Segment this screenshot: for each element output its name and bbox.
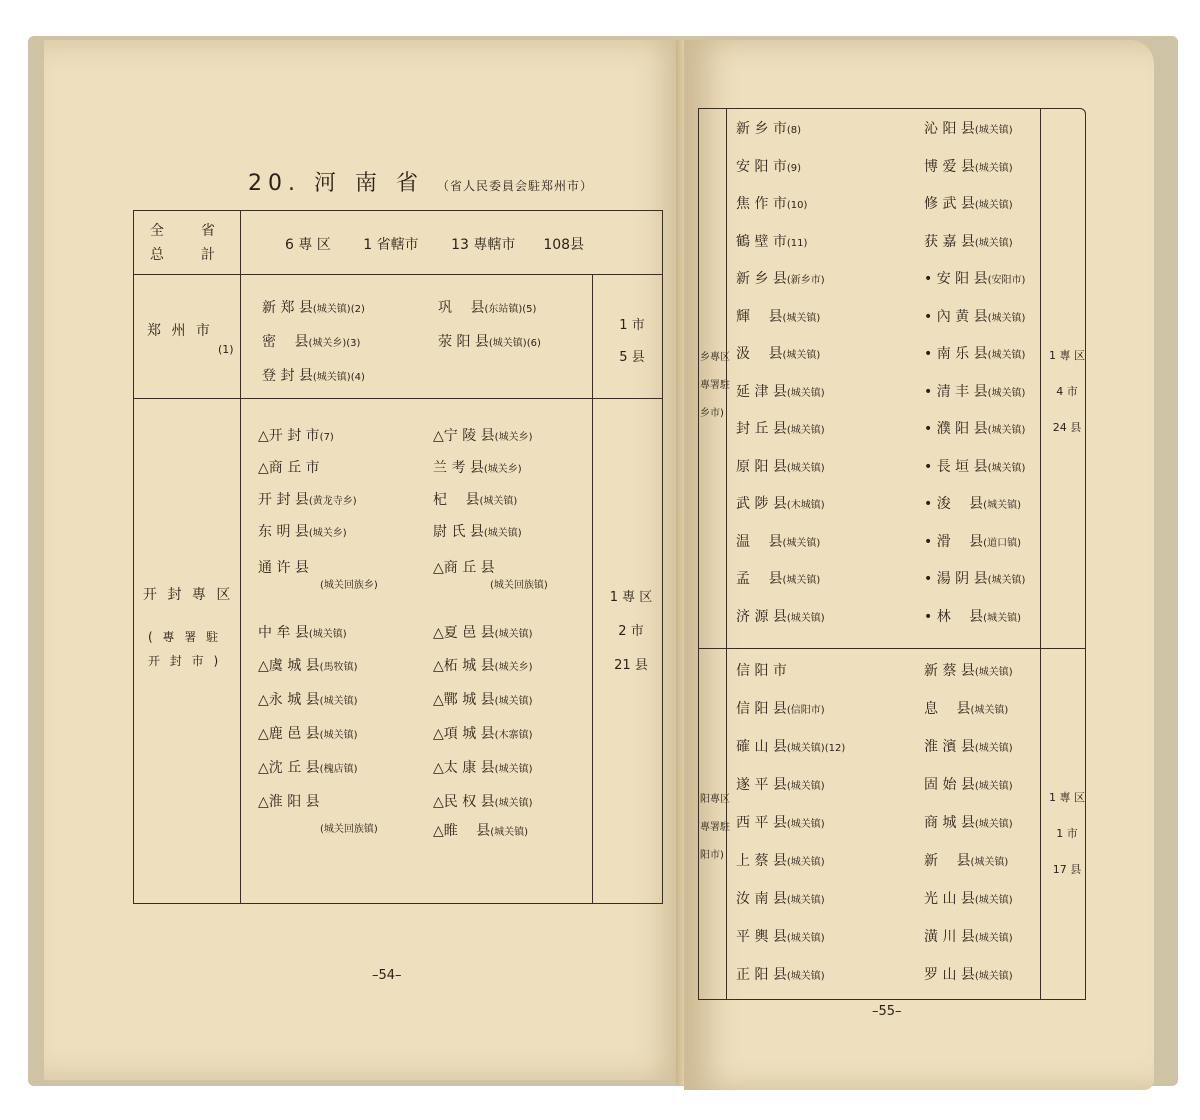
county-name: 光 山 县 — [924, 891, 975, 907]
county-seat: (城关镇) — [974, 667, 1013, 678]
zhengzhou-name: 郑 州 市 — [147, 323, 213, 339]
county-entry — [258, 457, 320, 477]
county-name: 通 许 县 — [258, 560, 309, 576]
county-seat: (城关乡) — [494, 432, 533, 443]
county-seat: (城关镇) — [974, 125, 1013, 136]
left-table-row-divider-2 — [133, 398, 663, 399]
county-name: 密 县 — [262, 334, 309, 350]
county-entry — [736, 850, 825, 870]
county-entry — [433, 820, 528, 840]
county-name: 固 始 县 — [924, 777, 975, 793]
zhengzhou-summary-1: 1 市 — [619, 318, 645, 333]
county-entry — [258, 489, 357, 509]
county-seat: (城关镇) — [786, 612, 825, 624]
county-entry — [258, 425, 334, 445]
county-entry — [736, 888, 825, 908]
county-seat: (城关镇)(12) — [786, 743, 846, 754]
county-entry — [924, 381, 1025, 401]
county-seat: (城关镇) — [987, 425, 1026, 436]
xinxiang-summary-2: 4 市 — [1056, 385, 1078, 398]
county-entry — [433, 791, 532, 811]
kaifeng-summary-2: 2 市 — [618, 624, 644, 639]
county-entry — [736, 306, 820, 326]
county-seat: (城关镇) — [987, 312, 1026, 324]
county-name: △永 城 县 — [258, 692, 320, 708]
county-seat: (城关镇) — [490, 827, 529, 838]
county-entry — [258, 689, 357, 709]
county-name: • 湯 阴 县 — [924, 571, 988, 587]
county-entry — [924, 268, 1025, 288]
county-seat: (城关镇) — [786, 819, 825, 830]
county-entry — [433, 521, 522, 541]
county-entry — [258, 757, 357, 777]
county-seat: (城关镇) — [786, 462, 825, 474]
county-entry — [433, 489, 517, 509]
county-seat: (木城镇) — [786, 500, 825, 511]
county-seat: (城关镇) — [974, 819, 1013, 830]
county-seat: (城关镇) — [987, 387, 1026, 399]
county-name: 信 阳 市 — [736, 663, 787, 679]
county-seat: (城关镇) — [782, 312, 821, 324]
county-seat: (城关镇) — [974, 237, 1013, 249]
header-label-2: 总 計 — [150, 247, 218, 263]
county-name: • 浚 县 — [924, 496, 984, 512]
county-name: • 滑 县 — [924, 533, 984, 550]
county-seat: (城关镇) — [782, 537, 821, 549]
county-entry — [924, 698, 1008, 718]
county-name: 安 阳 市 — [736, 158, 787, 175]
county-seat: (城关镇) — [974, 971, 1013, 982]
xinyang-label-2: 專署駐 — [700, 822, 730, 833]
county-seat: (城关镇) — [970, 857, 1009, 868]
county-seat: (城关镇) — [494, 696, 533, 707]
county-seat: (槐店镇) — [319, 764, 358, 775]
header-summary: 6 專 区 1 省轄市 13 專轄市 108县 — [285, 237, 585, 253]
county-name: 博 爱 县 — [924, 158, 975, 175]
county-name: 正 阳 县 — [736, 967, 787, 983]
county-seat: (城关镇) — [494, 629, 533, 640]
xinyang-summary-1: 1 專 区 — [1049, 791, 1085, 804]
county-seat: (道口镇) — [983, 537, 1021, 549]
county-name: 新 乡 县 — [736, 271, 787, 287]
county-name: 新 蔡 县 — [924, 663, 975, 679]
county-name: △夏 邑 县 — [433, 625, 495, 641]
county-entry — [433, 655, 532, 675]
title-text: 20. 河 南 省 — [248, 171, 424, 196]
county-name: △开 封 市 — [258, 428, 320, 444]
xinxiang-label-2: 專署駐 — [700, 380, 730, 391]
county-name: 孟 县 — [736, 571, 783, 587]
county-name: 平 輿 县 — [736, 929, 787, 945]
xinxiang-summary-3: 24 县 — [1052, 421, 1082, 434]
county-entry — [320, 820, 378, 836]
county-name: △柘 城 县 — [433, 658, 495, 674]
county-name: 东 明 县 — [258, 524, 309, 540]
county-entry — [258, 622, 347, 642]
county-name: △民 权 县 — [433, 794, 495, 810]
county-seat: (城关乡) — [483, 464, 522, 475]
county-seat: (城关镇) — [970, 705, 1009, 716]
county-seat: (城关镇) — [308, 629, 347, 640]
county-seat: (城关乡) — [308, 528, 347, 539]
county-entry — [320, 576, 378, 592]
county-name: 汝 南 县 — [736, 891, 787, 907]
county-entry — [736, 418, 825, 438]
county-name: 修 武 县 — [924, 196, 975, 212]
county-name: △睢 县 — [433, 823, 491, 839]
county-entry — [924, 156, 1013, 176]
county-entry — [736, 660, 787, 680]
county-seat: (城关镇) — [786, 971, 825, 982]
page-number-right: –55– — [872, 1004, 902, 1019]
left-table-sum-divider — [592, 274, 593, 904]
county-entry — [924, 888, 1013, 908]
county-seat: (城关回族镇) — [490, 580, 548, 591]
county-seat: (11) — [786, 237, 808, 249]
county-seat: (城关镇) — [983, 612, 1021, 624]
county-entry — [258, 723, 357, 743]
county-name: • 清 丰 县 — [924, 383, 988, 400]
kaifeng-summary-3: 21 县 — [614, 658, 648, 673]
county-entry — [736, 118, 801, 138]
county-entry — [433, 425, 532, 445]
county-seat: (城关镇) — [987, 350, 1026, 361]
county-name: 登 封 县 — [262, 368, 313, 384]
county-seat: (城关镇) — [974, 162, 1013, 174]
county-name: 確 山 县 — [736, 739, 787, 755]
county-entry — [433, 723, 532, 743]
county-name: △虞 城 县 — [258, 658, 320, 674]
county-seat: (城关镇) — [987, 462, 1026, 474]
county-entry — [258, 791, 320, 811]
county-name: 息 县 — [924, 701, 971, 717]
county-entry — [736, 156, 801, 176]
county-name: 西 平 县 — [736, 815, 787, 831]
county-entry — [258, 655, 357, 675]
county-entry — [490, 576, 548, 592]
county-entry — [924, 850, 1008, 870]
zhengzhou-summary-2: 5 县 — [619, 350, 645, 365]
county-seat: (城关镇) — [786, 387, 825, 399]
county-entry — [736, 736, 845, 756]
county-entry — [736, 493, 825, 513]
page-number-left: –54– — [372, 968, 402, 983]
county-name: △太 康 县 — [433, 760, 495, 776]
county-entry — [258, 521, 347, 541]
county-seat: (城关镇) — [974, 200, 1013, 211]
county-name: • 南 乐 县 — [924, 346, 988, 362]
county-entry — [924, 568, 1025, 588]
county-seat: (城关镇) — [782, 575, 821, 586]
county-name: • 林 县 — [924, 608, 984, 625]
county-entry — [736, 606, 825, 626]
county-entry — [736, 568, 820, 588]
county-entry — [924, 456, 1025, 476]
county-seat: (城关镇) — [974, 743, 1013, 754]
county-entry — [736, 812, 825, 832]
county-name: 信 阳 县 — [736, 701, 787, 717]
county-seat: (新乡市) — [786, 275, 825, 286]
county-entry — [924, 343, 1025, 363]
county-seat: (城关镇) — [987, 575, 1026, 586]
county-name: 新 乡 市 — [736, 121, 787, 137]
county-name: • 內 黄 县 — [924, 308, 988, 325]
county-name: 获 嘉 县 — [924, 233, 975, 250]
county-name: △淮 阳 县 — [258, 794, 320, 810]
xinyang-summary-2: 1 市 — [1056, 827, 1078, 840]
right-table-row-divider — [698, 648, 1086, 649]
county-name: △鹿 邑 县 — [258, 726, 320, 742]
county-seat: (城关镇) — [786, 933, 825, 944]
county-name: 淮 濱 县 — [924, 739, 975, 755]
county-seat: (城关镇) — [319, 730, 358, 741]
county-entry — [262, 365, 365, 385]
county-name: △商 丘 县 — [433, 560, 495, 576]
right-table-sum-divider — [1040, 108, 1041, 1000]
county-seat: (城关回族乡) — [320, 580, 378, 591]
county-name: 武 陟 县 — [736, 496, 787, 512]
county-entry — [924, 964, 1013, 984]
county-seat: (城关乡)(3) — [308, 338, 361, 349]
xinyang-summary-3: 17 县 — [1052, 863, 1082, 876]
county-entry — [924, 774, 1013, 794]
county-seat: (城关镇) — [494, 798, 533, 809]
county-entry — [924, 231, 1013, 251]
county-entry — [736, 531, 820, 551]
left-table-row-divider-1 — [133, 274, 663, 275]
county-seat: (城关镇)(2) — [312, 304, 365, 315]
left-table-col-divider — [240, 210, 241, 904]
kaifeng-summary-1: 1 專 区 — [609, 590, 653, 605]
county-entry — [736, 268, 825, 288]
county-entry — [924, 660, 1013, 680]
title-note: （省人民委員会駐郑州市） — [436, 179, 593, 193]
county-name: • 安 阳 县 — [924, 271, 988, 287]
county-entry — [433, 757, 532, 777]
county-name: 商 城 县 — [924, 815, 975, 831]
county-seat: (城关镇) — [786, 857, 825, 868]
county-name: △宁 陵 县 — [433, 428, 495, 444]
county-name: 荥 阳 县 — [438, 334, 489, 350]
kaifeng-name: 开 封 專 区 — [143, 587, 234, 603]
county-name: • 濮 阳 县 — [924, 421, 988, 437]
county-name: △商 丘 市 — [258, 460, 320, 476]
right-table-label-divider — [726, 108, 727, 1000]
county-name: 开 封 县 — [258, 492, 309, 508]
county-seat: (木寨镇) — [494, 730, 533, 741]
county-name: 輝 县 — [736, 308, 783, 325]
county-seat: (7) — [319, 432, 334, 443]
county-name: 延 津 县 — [736, 383, 787, 400]
county-entry — [736, 193, 807, 213]
county-name: 济 源 县 — [736, 608, 787, 625]
county-name: 潢 川 县 — [924, 929, 975, 945]
county-seat: (8) — [786, 125, 802, 136]
county-seat: (信阳市) — [786, 705, 825, 716]
county-entry — [924, 306, 1025, 326]
county-entry — [924, 418, 1025, 438]
county-entry — [433, 622, 532, 642]
county-entry — [438, 331, 541, 351]
county-seat: (馬牧镇) — [319, 662, 358, 673]
xinyang-label-1: 阳專区 — [700, 794, 730, 805]
county-seat: (城关镇) — [974, 781, 1013, 792]
county-name: 焦 作 市 — [736, 196, 787, 212]
county-name: 尉 氏 县 — [433, 524, 484, 540]
county-entry — [736, 381, 825, 401]
county-name: 封 丘 县 — [736, 421, 787, 437]
county-name: 上 蔡 县 — [736, 853, 787, 869]
county-entry — [736, 964, 825, 984]
county-name: 兰 考 县 — [433, 460, 484, 476]
county-entry — [433, 457, 522, 477]
county-seat: (城关镇)(6) — [488, 338, 541, 349]
county-seat: (城关镇)(4) — [312, 372, 365, 383]
county-entry — [262, 331, 360, 351]
county-seat: (城关镇) — [786, 425, 825, 436]
county-name: 罗 山 县 — [924, 967, 975, 983]
county-entry — [736, 343, 820, 363]
county-name: 遂 平 县 — [736, 777, 787, 793]
county-name: △鄲 城 县 — [433, 692, 495, 708]
zhengzhou-num: (1) — [218, 343, 234, 356]
county-seat: (城关镇) — [479, 496, 518, 507]
county-name: 巩 县 — [438, 300, 485, 316]
county-seat: (城关回族镇) — [320, 824, 378, 835]
county-name: 中 牟 县 — [258, 625, 309, 641]
county-seat: (城关镇) — [494, 764, 533, 775]
county-entry — [924, 193, 1013, 213]
kaifeng-note-1: ( 專 署 駐 — [148, 630, 222, 644]
county-seat: (城关镇) — [319, 696, 358, 707]
header-label-1: 全 省 — [150, 223, 218, 239]
county-entry — [924, 606, 1021, 626]
county-name: • 長 垣 县 — [924, 458, 988, 475]
county-seat: (城关镇) — [483, 528, 522, 539]
county-entry — [736, 926, 825, 946]
county-seat: (城关乡) — [494, 662, 533, 673]
county-seat: (城关镇) — [974, 933, 1013, 944]
county-seat: (9) — [786, 162, 802, 174]
county-entry — [736, 774, 825, 794]
county-name: 杞 县 — [433, 492, 480, 508]
province-title — [248, 166, 593, 197]
county-entry — [924, 493, 1021, 513]
county-entry — [924, 926, 1013, 946]
xinxiang-summary-1: 1 專 区 — [1049, 349, 1085, 362]
county-seat: (10) — [786, 200, 808, 211]
county-entry — [433, 689, 532, 709]
county-entry — [262, 297, 365, 317]
county-seat: (城关镇) — [786, 781, 825, 792]
county-seat: (东站镇)(5) — [484, 304, 537, 315]
county-name: 新 郑 县 — [262, 300, 313, 316]
county-entry — [924, 531, 1021, 551]
county-entry — [736, 231, 807, 251]
county-seat: (城关镇) — [983, 500, 1021, 511]
xinyang-label-3: 阳市) — [700, 850, 724, 861]
left-table — [133, 210, 663, 904]
county-seat: (城关镇) — [786, 895, 825, 906]
county-name: 原 阳 县 — [736, 458, 787, 475]
county-entry — [924, 118, 1013, 138]
county-entry — [438, 297, 536, 317]
county-entry — [433, 557, 495, 577]
county-name: 鶴 壁 市 — [736, 233, 787, 250]
xinxiang-label-3: 乡市) — [700, 408, 724, 419]
county-name: 温 县 — [736, 533, 783, 550]
county-name: 沁 阳 县 — [924, 121, 975, 137]
county-entry — [924, 736, 1013, 756]
xinxiang-label-1: 乡專区 — [700, 352, 730, 363]
county-entry — [924, 812, 1013, 832]
county-seat: (安阳市) — [987, 275, 1026, 286]
county-seat: (城关镇) — [782, 350, 821, 361]
county-seat: (城关镇) — [974, 895, 1013, 906]
county-name: 汲 县 — [736, 346, 783, 362]
county-name: △沈 丘 县 — [258, 760, 320, 776]
county-seat: (黄龙寺乡) — [308, 496, 357, 507]
county-entry — [258, 557, 309, 577]
county-entry — [736, 698, 825, 718]
county-entry — [736, 456, 825, 476]
county-name: △項 城 县 — [433, 726, 495, 742]
kaifeng-note-2: 开 封 市 ) — [148, 654, 222, 668]
county-name: 新 县 — [924, 853, 971, 869]
